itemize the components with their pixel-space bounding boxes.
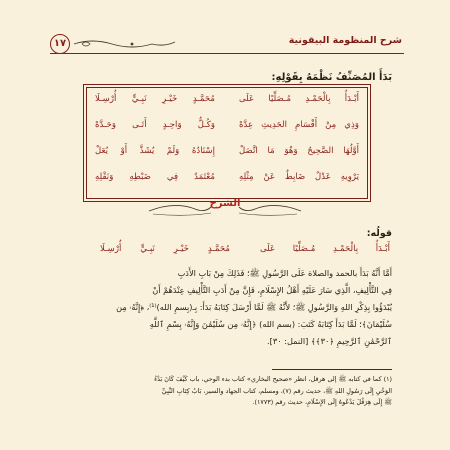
body-line: ٱلرَّحْمَٰنِ ٱلرَّحِيمِ ﴿٣٠﴾﴾ [النمل: ٣٠]. xyxy=(267,336,392,346)
header-ornament-icon xyxy=(72,38,177,50)
verse-row xyxy=(93,172,361,190)
verse-first-hemistich: أَوَّلُهَا الصَّحِيحُ وَهْوَ مَا اتَّصَلْ xyxy=(239,146,359,156)
verse-second-hemistich: إِسْنَادُهُ وَلَمْ يُشَذَّ أَوْ يُعَلْ xyxy=(95,146,215,156)
verse-second-hemistich: مُحَمَّـدٍ خَيْـرِ نَبِـيٍّ أُرْسِـلَا xyxy=(100,244,230,254)
header-rule xyxy=(50,53,404,54)
quoted-verse xyxy=(100,244,390,262)
footnote-line: ﷺ إِلَى هِرَقْلَ يَدْعُوهُ إِلَى الإِسْلَامِ، حديث رقم (١٧٧٣). xyxy=(252,398,392,406)
qawluh-label: قولُه: xyxy=(366,228,392,239)
footnote-rule xyxy=(272,369,392,370)
verse-first-hemistich: أَبْـدَأُ بِالْحَمْـدِ مُـصَلِّيًا عَلَى xyxy=(239,94,359,104)
verse-box xyxy=(86,87,368,199)
verse-first-hemistich: يَرْوِيهِ عَدْلٌ ضَابِطٌ عَنْ مِثْلِهِ xyxy=(239,172,359,182)
body-line: أَمَّا أَنَّهُ بَدَأَ بالحمد والصلاة عَلَى الرَّسُولِ ﷺ؛ فَذَلِكَ مِنْ بَابِ الأَدَبِ xyxy=(177,268,392,278)
section-heading: الشرح xyxy=(209,198,241,209)
page-number: ١٧ xyxy=(50,34,70,54)
footnotes xyxy=(54,374,392,409)
footnote-line: الوَحْيِ إِلَى رَسُولِ اللهِ ﷺ، حديث رقم (٧)، ومسلم، كتاب الجهاد والسير، بَابُ كِتَابِ النَّبِيِّ xyxy=(161,386,392,395)
body-line: سُلَيْمَانَ﴾؛ لَمَّا بَدَأَ كِتَابَهُ كَتَبَ: (بسم الله) ﴿إِنَّهُۥ مِن سُلَيْمَٰنَ وَإِنَّهُۥ بِسْمِ ٱللَّهِ xyxy=(149,319,392,329)
intro-line: بَدَأَ المُصَنِّفُ نَظْمَهُ بِقَوْلِهِ: xyxy=(271,72,392,83)
verse-second-hemistich: مُعْتَمَدٌ فِي ضَبْطِهِ وَنَقْلِهِ xyxy=(95,172,215,182)
verse-row xyxy=(93,120,361,138)
verse-first-hemistich: أَبْـدَأُ بِالْحَمْـدِ مُـصَلِّيًا عَلَى xyxy=(260,244,390,254)
body-line: يُبْدَؤُوا بِذِكْرِ اللهِ وَالرَّسُولِ ﷺ؛ لأَنَّهُ ﷺ لَمَّا أَرْسَلَ كِتَابَهُ بَدَأَ: بِـ(بِسمِ الله)⁽¹⁾، ﴿إِنَّهُۥ مِن xyxy=(116,302,392,312)
body-line: فِي التَّأْلِيفِ، الَّذِي سَارَ عَلَيْهِ أَهْلُ الإِسْلَامِ، فَإِنَّ مِنْ أَدَبِ التَّأْلِيفِ عِنْدَهُمْ أَنْ xyxy=(152,285,392,295)
verse-row xyxy=(93,94,361,112)
verse-second-hemistich: وَكُـلُّ وَاحِـدٍ أَتَـى وَحَـدَّهْ xyxy=(95,120,215,130)
verse-row xyxy=(93,146,361,164)
footnote-line: (١) كما في كتابه ﷺ إلى هرقل، انظر «صحيح البخاري» كتاب بدء الوحي، باب كَيْفَ كَانَ بَدْءُ xyxy=(154,375,392,383)
verse-second-hemistich: مُحَمَّـدٍ خَيْـرِ نَبِـيٍّ أُرْسِـلَا xyxy=(95,94,215,104)
commentary-body xyxy=(54,265,392,350)
verse-first-hemistich: وَذِي مِنْ أَقْسَامِ الحَدِيثِ عِدَّهْ xyxy=(239,120,359,130)
running-header-title: شرح المنظومة البيقونية xyxy=(288,35,402,46)
